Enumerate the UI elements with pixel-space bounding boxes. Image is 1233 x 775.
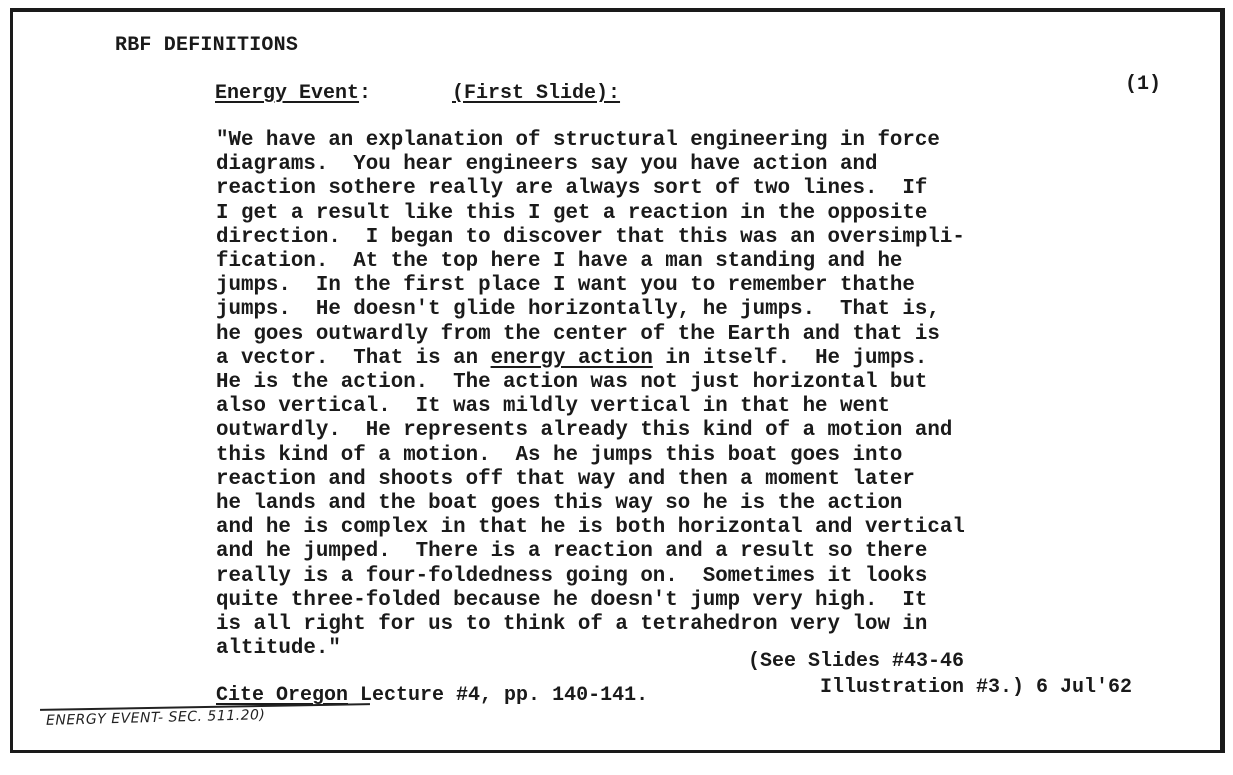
quote-line: diagrams. You hear engineers say you have action and — [216, 153, 878, 177]
quote-line: really is a four-foldedness going on. Sometimes it looks — [216, 564, 928, 588]
quote-line-part: in itself. He jumps. — [652, 346, 928, 370]
quote-line: and he jumped. There is a reaction and a result so there — [216, 540, 928, 564]
citation-source: Cite Oregon — [216, 684, 349, 707]
quote-line: and he is complex in that he is both horizontal and vertical — [216, 516, 965, 540]
term-colon: : — [359, 82, 372, 105]
quote-line: reaction sothere really are always sort of two lines. If — [216, 177, 928, 201]
quote-line: is all right for us to think of a tetrahedron very low in — [216, 613, 928, 637]
quote-line: he goes outwardly from the center of the Earth and that is — [216, 322, 940, 346]
page-number: (1) — [1125, 73, 1162, 96]
quote-line: He is the action. The action was not just horizontal but — [216, 371, 928, 395]
illustration-note: Illustration #3.) 6 Jul'62 — [820, 676, 1133, 699]
term-label — [215, 82, 371, 105]
slide-reference: (First Slide): — [452, 82, 621, 105]
quote-line: altitude." — [216, 637, 341, 661]
citation — [216, 684, 648, 707]
quote-body — [216, 129, 965, 661]
quote-line: this kind of a motion. As he jumps this boat goes into — [216, 443, 903, 467]
quote-line: also vertical. It was mildly vertical in that he went — [216, 395, 890, 419]
see-slides-note: (See Slides #43-46 — [748, 650, 965, 673]
quote-line: "We have an explanation of structural engineering in force — [216, 129, 940, 152]
quote-line: reaction and shoots off that way and then a moment later — [216, 467, 915, 491]
quote-line: outwardly. He represents already this kind of a motion and — [216, 419, 953, 443]
quote-line: jumps. In the first place I want you to remember thathe — [216, 274, 915, 298]
citation-detail: Lecture #4, pp. 140-141. — [348, 684, 649, 707]
energy-action-term: energy action — [490, 346, 653, 370]
quote-line: jumps. He doesn't glide horizontally, he jumps. That is, — [216, 298, 940, 322]
quote-line-part: a vector. That is an — [216, 346, 491, 370]
quote-line: he lands and the boat goes this way so he is the action — [216, 492, 903, 516]
handwritten-note: ENERGY EVENT- SEC. 511.20) — [45, 707, 266, 729]
term-name: Energy Event — [215, 82, 360, 105]
quote-line: I get a result like this I get a reaction in the opposite — [216, 201, 928, 225]
quote-line: quite three-folded because he doesn't jump very high. It — [216, 588, 928, 612]
card-heading: RBF DEFINITIONS — [115, 34, 299, 57]
quote-line: fication. At the top here I have a man standing and he — [216, 250, 903, 274]
quote-line: direction. I began to discover that this was an oversimpli- — [216, 225, 965, 249]
